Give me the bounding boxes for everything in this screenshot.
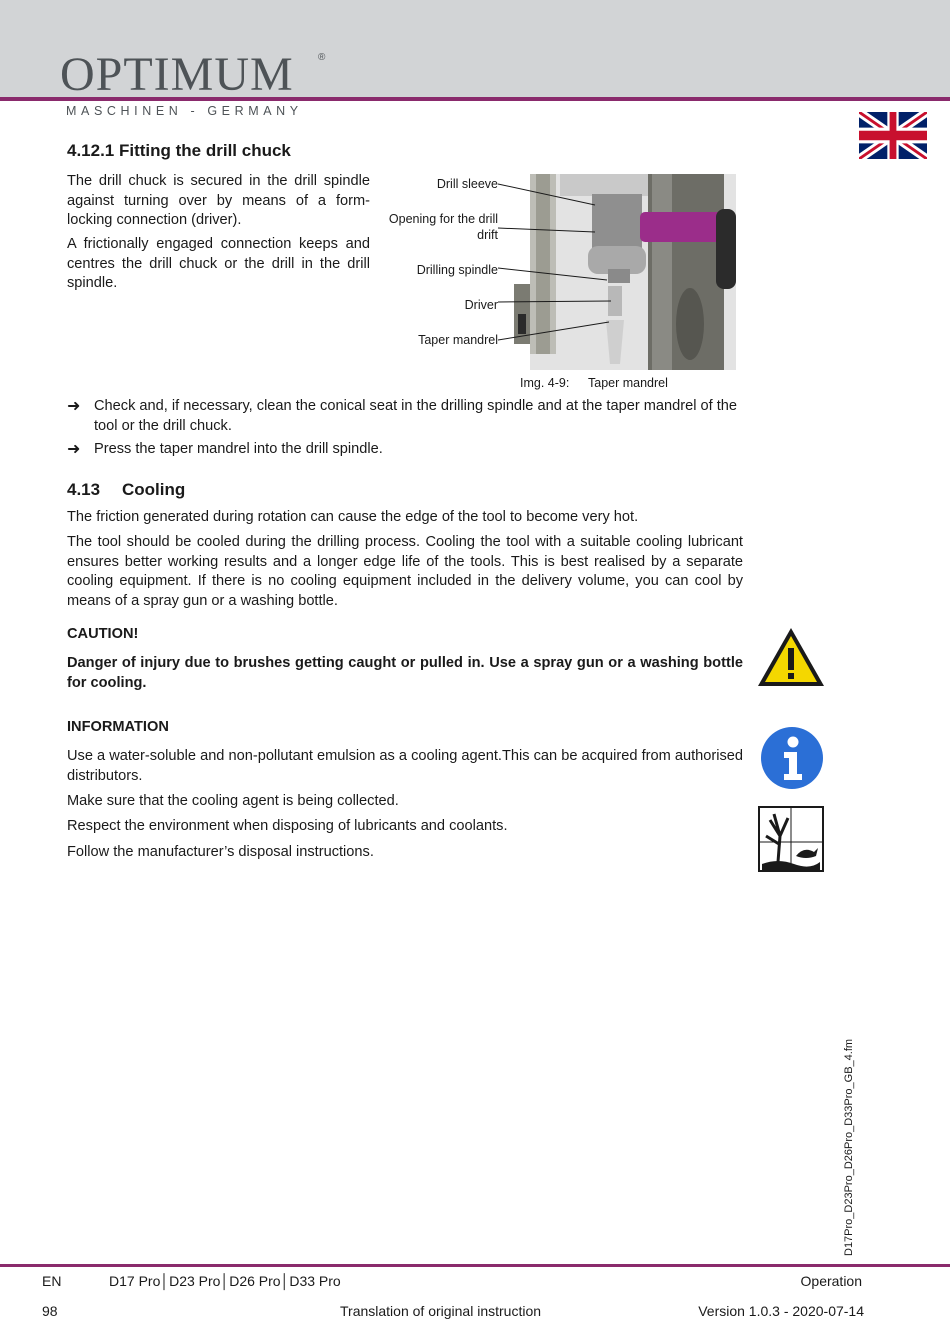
logo: OPTIMUM: [60, 48, 294, 101]
figure-label-drill-sleeve: Drill sleeve: [436, 177, 498, 191]
information-heading: INFORMATION: [67, 719, 169, 735]
step-item: Press the taper mandrel into the drill spindle.: [94, 441, 383, 457]
step-arrow-icon: ➜: [67, 441, 81, 458]
figure-caption-number: Img. 4-9:: [520, 376, 570, 390]
footer-model: D26 Pro: [229, 1273, 281, 1289]
footer-translation-note: Translation of original instruction: [340, 1303, 542, 1319]
paragraph-friction: A frictionally engaged connection keeps and centres the drill chuck or the drill in the drill spindle.: [67, 236, 370, 291]
logo-subtitle: MASCHINEN - GERMANY: [66, 104, 303, 118]
file-name-label: D17Pro_D23Pro_D26Pro_D33Pro_GB_4.fm: [843, 1038, 855, 1256]
footer-version: Version 1.0.3 - 2020-07-14: [698, 1303, 864, 1319]
caution-text: Danger of injury due to brushes getting caught or pulled in. Use a spray gun or a washing bottle for cooling.: [67, 655, 743, 691]
figure-label-taper-mandrel: Taper mandrel: [418, 333, 498, 347]
uk-flag-icon: [859, 112, 927, 159]
figure-label-opening: Opening for the drill drift: [388, 212, 498, 242]
environment-hazard-icon: [758, 806, 824, 872]
paragraph-friction-heat: The friction generated during rotation can cause the edge of the tool to become very hot.: [67, 509, 639, 525]
info-line: Make sure that the cooling agent is being collected.: [67, 793, 399, 809]
section-title-cooling: Cooling: [122, 480, 186, 499]
figure-label-driver: Driver: [464, 298, 498, 312]
model-separator: │: [160, 1273, 170, 1289]
footer-models: [109, 1273, 341, 1289]
figure-leader-lines: [495, 170, 625, 345]
footer-page-number: 98: [42, 1303, 58, 1319]
section-number-4-13: 4.13: [67, 480, 101, 499]
footer-model: D23 Pro: [169, 1273, 221, 1289]
info-icon: [760, 726, 824, 790]
footer-model: D17 Pro: [109, 1273, 161, 1289]
paragraph-cooling: The tool should be cooled during the drilling process. Cooling the tool with a suitable cooling lubricant ensures better working results and a longer edge life of the tools. This is best realised by a separate cooling equipment. If there is no cooling equipment included in the delivery volume, you can cool by means of a spray gun or a washing bottle.: [67, 534, 743, 609]
warning-icon: [756, 626, 826, 688]
model-separator: │: [220, 1273, 230, 1289]
step-arrow-icon: ➜: [67, 398, 81, 415]
section-title-4-12-1: 4.12.1 Fitting the drill chuck: [67, 141, 291, 160]
model-separator: │: [280, 1273, 290, 1289]
info-line: Use a water-soluble and non-pollutant emulsion as a cooling agent.This can be acquired from authorised distributors.: [67, 748, 743, 784]
footer-divider: [0, 1264, 950, 1267]
figure-caption-text: Taper mandrel: [588, 376, 668, 390]
caution-heading: CAUTION!: [67, 626, 139, 642]
info-line: Follow the manufacturer’s disposal instructions.: [67, 844, 374, 860]
logo-registered-mark: ®: [318, 52, 326, 63]
footer-language: EN: [42, 1273, 62, 1289]
footer-model: D33 Pro: [289, 1273, 341, 1289]
step-item: Check and, if necessary, clean the conical seat in the drilling spindle and at the taper mandrel of the tool or the drill chuck.: [94, 398, 738, 434]
paragraph-driver: The drill chuck is secured in the drill spindle against turning over by means of a form-locking connection (driver).: [67, 173, 370, 228]
figure-label-drilling-spindle: Drilling spindle: [416, 263, 498, 277]
footer-chapter: Operation: [800, 1273, 862, 1289]
info-line: Respect the environment when disposing of lubricants and coolants.: [67, 818, 508, 834]
